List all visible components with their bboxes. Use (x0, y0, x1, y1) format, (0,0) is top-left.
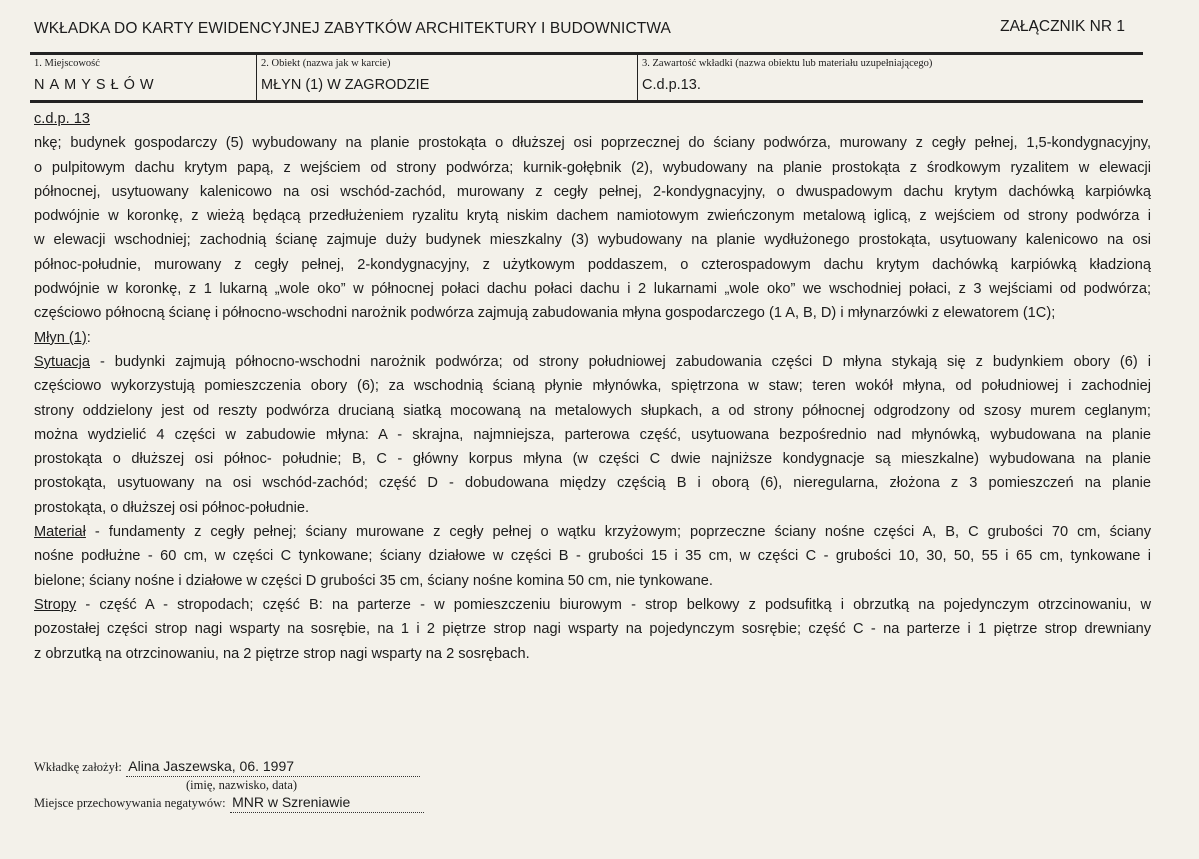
field-contents-label: 3. Zawartość wkładki (nazwa obiektu lub materiału uzupełniającego) (642, 58, 933, 69)
text-line (34, 520, 1151, 544)
field-contents-value: C.d.p.13. (642, 77, 701, 93)
paragraph-buildings (34, 131, 1151, 325)
field-locality-value: NAMYSŁÓW (34, 77, 159, 93)
text-line: nośne podłużne - 60 cm, w części C tynkowane; ściany działowe w części B - grubości 15 i 35 cm, w części C - grubości 10, 30, 50, 55 i 65 cm, tynkowane i (34, 548, 1151, 565)
text-line: częściowo północną ścianę i północno-wschodni narożnik podwórza zajmują zabudowania młyna gospodarczego (1 A, B, D) i młynarzówki z elewatorem (1C); (34, 305, 1056, 322)
field-object-value: MŁYN (1) W ZAGRODZIE (261, 77, 430, 93)
author-hint: (imię, nazwisko, data) (186, 778, 298, 792)
document-title: WKŁADKA DO KARTY EWIDENCYJNEJ ZABYTKÓW ARCHITEKTURY I BUDOWNICTWA (34, 20, 671, 37)
storage-row (34, 794, 424, 813)
text-line: nkę; budynek gospodarczy (5) wybudowany na planie prostokąta o dłuższej osi poprzecznej do ściany podwórza, murowany z cegły pełnej, 1,5-kondygnacyjny, (34, 135, 1151, 152)
field-locality-label: 1. Miejscowość (34, 58, 100, 69)
author-dotted-line (126, 758, 420, 777)
situation-first-line: - budynki zajmują północno-wschodni narożnik podwórza; od strony południowej zabudowania części D młyna stykają się z budynkiem obory (6) i (89, 353, 1151, 370)
text-line: strony oddzielony jest od reszty podwórza drucianą siatką mocowaną na metalowych słupkach, a od strony północnej odgrodzony od szosy murem ceglanym; (34, 402, 1151, 419)
text-line: prostokąta, o dłuższej osi północ-południe. (34, 499, 310, 516)
paragraph-ceilings (34, 593, 1151, 666)
text-line: podwójnie w koronkę, z wieżą będącą przedłużeniem ryzalitu krytą niskim dachem namiotowym zwieńczonym metalową iglicą, z wejściem od strony podwórza i (34, 208, 1151, 225)
material-first-line: - fundamenty z cegły pełnej; ściany murowane z cegły pełnej o wątku krzyżowym; poprzeczne ściany nośne części A, B, C grubości 70 cm, ściany (85, 524, 1151, 541)
text-line: pozostałej części strop nagi wsparty na sosrębie, na 1 i 2 piętrze strop nagi wsparty na pojedynczym sosrębie; część C - na parterze i 1 piętrze strop drewniany (34, 621, 1151, 638)
text-line: podwójnie w koronkę, z 1 lukarną „wole oko” w północnej połaci dachu połaci dachu i 2 lukarnami „wole oko” we wschodniej połaci, z 3 wejściami od podwórza; (34, 281, 1151, 298)
text-line: prostokąta o dłuższej osi północ- południe; B, C - główny korpus młyna (w części C dwie najniższe kondygnacje są mieszkalne) wybudowana na planie (34, 451, 1151, 468)
text-line (34, 593, 1151, 617)
field-object-label: 2. Obiekt (nazwa jak w karcie) (261, 58, 391, 69)
field-contents (638, 55, 1143, 100)
text-line: o pulpitowym dachu krytym papą, z wejściem od strony podwórza; kurnik-gołębnik (2), wybudowany na planie prostokąta z środkowym ryzalitem w elewacji (34, 159, 1151, 176)
mill-heading-text: Młyn (1) (34, 329, 87, 346)
mill-heading-colon: : (86, 329, 91, 346)
annex-number: ZAŁĄCZNIK NR 1 (1000, 18, 1125, 35)
material-label: Materiał (34, 524, 86, 541)
text-line: prostokąta, usytuowany na osi wschód-zachód; część D - dobudowana między częścią B i oborą (6), nieregularna, złożona z 3 pomieszczeń na planie (34, 475, 1151, 492)
description-body (34, 107, 1151, 666)
header-fields (30, 55, 1143, 100)
ceilings-first-line: - część A - stropodach; część B: na parterze - w pomieszczeniu biurowym - strop belkowy z podsufitką i obrzutką na pojedynczym otrzcinowaniu, w (76, 596, 1151, 613)
text-line: z obrzutką na otrzcinowaniu, na 2 piętrze strop nagi wsparty na 2 sosrębach. (34, 645, 530, 662)
continuation-marker: c.d.p. 13 (34, 111, 90, 127)
bottom-rule (30, 100, 1143, 103)
text-line: można wydzielić 4 części w zabudowie młyna: A - skrajna, najmniejsza, parterowa część, usytuowana bezpośrednio nad młynówką, wybudowana na planie (34, 426, 1151, 443)
text-line: północnej, usytuowany kalenicowo na osi wschód-zachód, murowany z cegły pełnej, 2-kondygnacyjny, o dwuspadowym dachu krytym dachówką karpiówką (34, 183, 1151, 200)
situation-label: Sytuacja (34, 353, 90, 370)
storage-dotted-line (230, 794, 424, 813)
storage-value: MNR w Szreniawie (232, 794, 351, 810)
field-locality (30, 55, 257, 100)
author-row (34, 758, 420, 777)
author-label: Wkładkę założył: (34, 760, 122, 774)
paragraph-material (34, 520, 1151, 593)
mill-section-heading (34, 326, 1151, 350)
field-object (257, 55, 638, 100)
paragraph-situation (34, 350, 1151, 520)
storage-label: Miejsce przechowywania negatywów: (34, 796, 226, 810)
text-line: w elewacji wschodniej; zachodnią ścianę zajmuje duży budynek mieszkalny (3) wybudowany na planie wydłużonego prostokąta, usytuowany kalenicowo na osi (34, 232, 1151, 249)
text-line: bielone; ściany nośne i działowe w części D grubości 35 cm, ściany nośne komina 50 cm, nie tynkowane. (34, 572, 713, 589)
text-line: północ-południe, murowany z cegły pełnej, 2-kondygnacyjny, z użytkowym poddaszem, o czterospadowym dachu krytym dachówką karpiówką kładzioną (34, 256, 1151, 273)
text-line (34, 350, 1151, 374)
text-line: częściowo wykorzystują pomieszczenia obory (6); za wschodnią ścianą płynie młynówka, spiętrzona w staw; teren wokół młyna, od południowej i zachodniej (34, 378, 1151, 395)
author-value: Alina Jaszewska, 06. 1997 (128, 758, 295, 774)
ceilings-label: Stropy (34, 596, 77, 613)
